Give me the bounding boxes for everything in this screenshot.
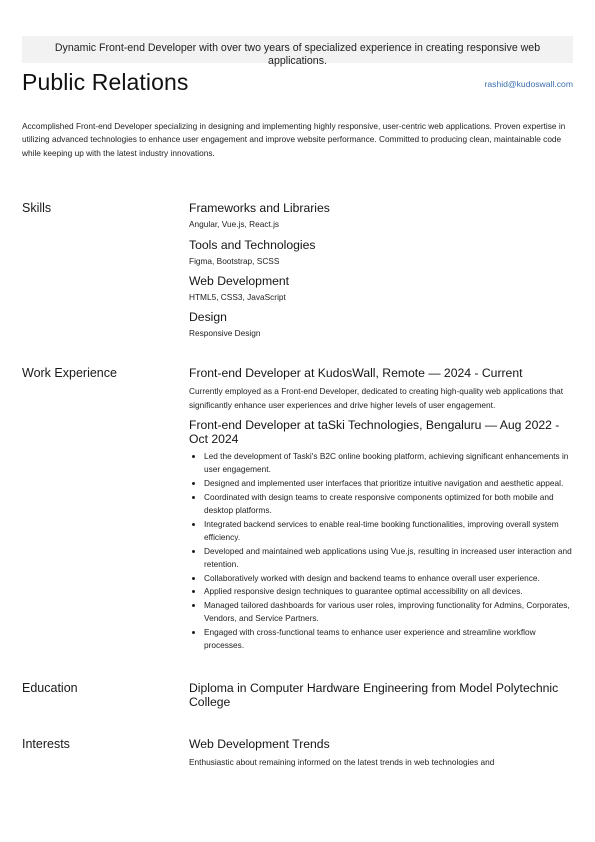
skill-group-name: Design bbox=[189, 310, 227, 325]
job-bullet: • Applied responsive design techniques to guarantee optimal accessibility on all devices. bbox=[204, 585, 573, 598]
interests-title: Interests bbox=[22, 736, 70, 751]
education-title: Education bbox=[22, 680, 78, 695]
interests-body bbox=[189, 737, 573, 769]
education-section bbox=[22, 681, 573, 709]
email-link[interactable]: rashid@kudoswall.com bbox=[484, 79, 573, 89]
job-description: Currently employed as a Front-end Developer, dedicated to creating high-quality web applications that significantly enhance user experiences and drive higher levels of user engagement. bbox=[189, 386, 564, 410]
education-body bbox=[189, 681, 573, 709]
candidate-name: Public Relations bbox=[22, 69, 189, 95]
headline-banner: Dynamic Front-end Developer with over two years of specialized experience in creating responsive web applications. bbox=[22, 36, 573, 63]
skill-group-name: Tools and Technologies bbox=[189, 237, 316, 252]
resume-page bbox=[22, 36, 573, 775]
job-bullet: • Designed and implemented user interfaces that prioritize intuitive navigation and aesthetic appeal. bbox=[204, 477, 573, 490]
skill-group-items: HTML5, CSS3, JavaScript bbox=[189, 291, 286, 302]
resume-header bbox=[22, 69, 573, 109]
interests-section bbox=[22, 737, 573, 769]
job-bullet: • Integrated backend services to enable real-time booking functionalities, improving overall system efficiency. bbox=[204, 518, 573, 545]
job-bullet: • Coordinated with design teams to create responsive components optimized for both mobile and desktop platforms. bbox=[204, 491, 573, 518]
job-heading: Front-end Developer at taSki Technologies, Bengaluru — Aug 2022 - Oct 2024 bbox=[189, 418, 560, 446]
experience-section bbox=[22, 366, 573, 652]
job-heading: Front-end Developer at KudosWall, Remote — 2024 - Current bbox=[189, 366, 523, 381]
interest-entry: Web Development Trends bbox=[189, 736, 330, 751]
education-entry: Diploma in Computer Hardware Engineering from Model Polytechnic College bbox=[189, 680, 559, 709]
job-bullet: • Engaged with cross-functional teams to enhance user experience and streamline workflow processes. bbox=[204, 626, 573, 653]
skill-group-name: Frameworks and Libraries bbox=[189, 201, 330, 216]
job-bullet: • Led the development of Taski's B2C online booking platform, achieving significant enhancements in user engagement. bbox=[204, 450, 573, 477]
job-bullet: • Developed and maintained web applications using Vue.js, resulting in increased user interaction and retention. bbox=[204, 545, 573, 572]
job-bullet-list bbox=[189, 450, 573, 653]
skills-section bbox=[22, 201, 573, 340]
job-bullet: • Collaboratively worked with design and backend teams to enhance overall user experience. bbox=[204, 572, 573, 585]
profile-summary: Accomplished Front-end Developer specializing in designing and implementing highly responsive, user-centric web applications. Proven expertise in utilizing advanced technologies to enhance user engagement and improve website performance. Committed to producing clean, maintainable code while keeping up with the latest industry innovations. bbox=[22, 121, 566, 158]
skills-body bbox=[189, 201, 573, 340]
skills-title: Skills bbox=[22, 201, 52, 216]
skill-group-items: Angular, Vue.js, React.js bbox=[189, 219, 280, 230]
skill-group-items: Responsive Design bbox=[189, 328, 261, 339]
experience-body bbox=[189, 366, 573, 652]
experience-title: Work Experience bbox=[22, 366, 117, 381]
skill-group-items: Figma, Bootstrap, SCSS bbox=[189, 255, 280, 266]
skill-group-name: Web Development bbox=[189, 273, 290, 288]
job-bullet: • Managed tailored dashboards for various user roles, improving functionality for Admins, Corporates, Vendors, and Service Partners. bbox=[204, 599, 573, 626]
interest-description: Enthusiastic about remaining informed on the latest trends in web technologies and bbox=[189, 756, 495, 767]
